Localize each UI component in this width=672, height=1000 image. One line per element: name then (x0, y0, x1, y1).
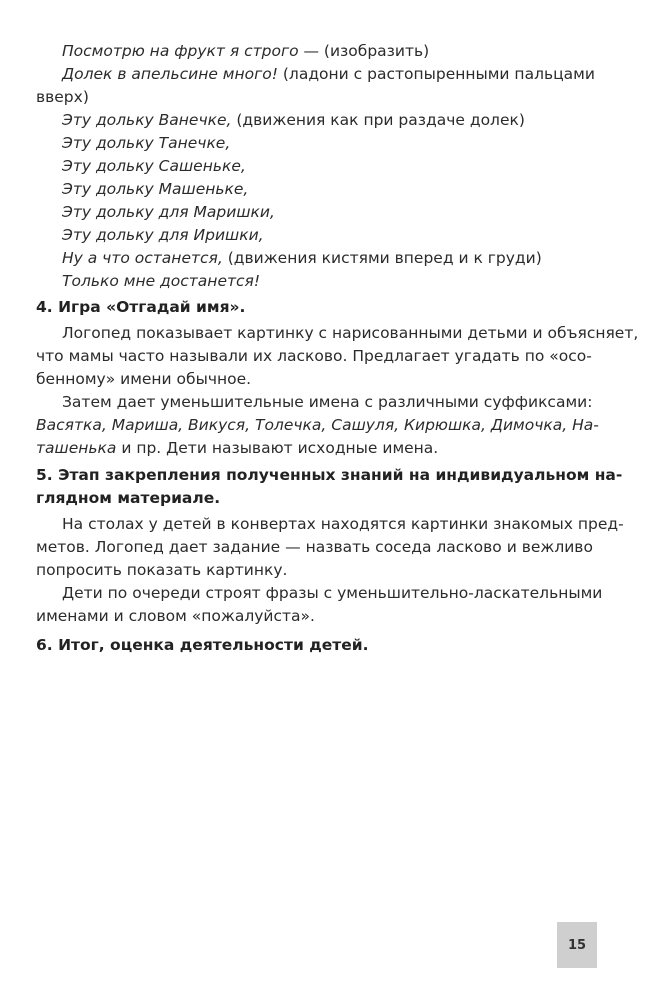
paragraph-line (36, 437, 438, 459)
page-number-tab (557, 922, 597, 968)
paragraph-line: бенному» имени обычное. (36, 370, 252, 388)
poem-instruction: (движения кистями вперед и к груди) (222, 249, 542, 267)
poem-line: Эту дольку Танечке, (62, 134, 231, 152)
poem-verse: Посмотрю на фрукт я строго (62, 42, 299, 60)
poem-line: Эту дольку для Маришки, (62, 203, 275, 221)
paragraph-line: метов. Логопед дает задание — назвать соседа ласково и вежливо (36, 538, 593, 556)
poem-instruction: — (изобразить) (298, 42, 430, 60)
poem-verse: Долек в апельсине много! (62, 65, 278, 83)
paragraph-line: Логопед показывает картинку с нарисованными детьми и объясняет, (62, 324, 639, 342)
paragraph-line: что мамы часто называли их ласково. Предлагает угадать по «осо- (36, 347, 592, 365)
section-heading: глядном материале. (36, 489, 221, 507)
poem-line: Только мне достанется! (62, 272, 261, 290)
paragraph-line: Дети по очереди строят фразы с уменьшительно-ласкательными (62, 584, 603, 602)
section-heading: 5. Этап закрепления полученных знаний на индивидуальном на- (36, 466, 623, 484)
paragraph-line: именами и словом «пожалуйста». (36, 607, 315, 625)
poem-verse: Ну а что останется, (62, 249, 223, 267)
paragraph-line: попросить показать картинку. (36, 561, 288, 579)
paragraph-line: На столах у детей в конвертах находятся картинки знакомых пред- (62, 515, 624, 533)
section-heading: 6. Итог, оценка деятельности детей. (36, 636, 369, 654)
page-number: 15 (567, 937, 587, 953)
poem-line: Эту дольку Сашеньке, (62, 157, 246, 175)
poem-instruction: (ладони с растопыренными пальцами (277, 65, 595, 83)
section-heading: 4. Игра «Отгадай имя». (36, 298, 246, 316)
poem-line (62, 247, 542, 269)
poem-line (36, 86, 89, 108)
poem-instruction: вверх) (36, 88, 89, 106)
diminutive-names: ташенька (36, 439, 117, 457)
paragraph-text: и пр. Дети называют исходные имена. (116, 439, 439, 457)
paragraph-line: Затем дает уменьшительные имена с различными суффиксами: (62, 393, 593, 411)
poem-instruction: (движения как при раздаче долек) (231, 111, 525, 129)
poem-line: Эту дольку Машеньке, (62, 180, 249, 198)
poem-verse: Эту дольку Ванечке, (62, 111, 232, 129)
paragraph-line: Васятка, Мариша, Викуся, Толечка, Сашуля, Кирюшка, Димочка, На- (36, 416, 599, 434)
poem-line: Эту дольку для Иришки, (62, 226, 264, 244)
poem-line (62, 40, 429, 62)
poem-line (62, 109, 525, 131)
poem-line (62, 63, 595, 85)
